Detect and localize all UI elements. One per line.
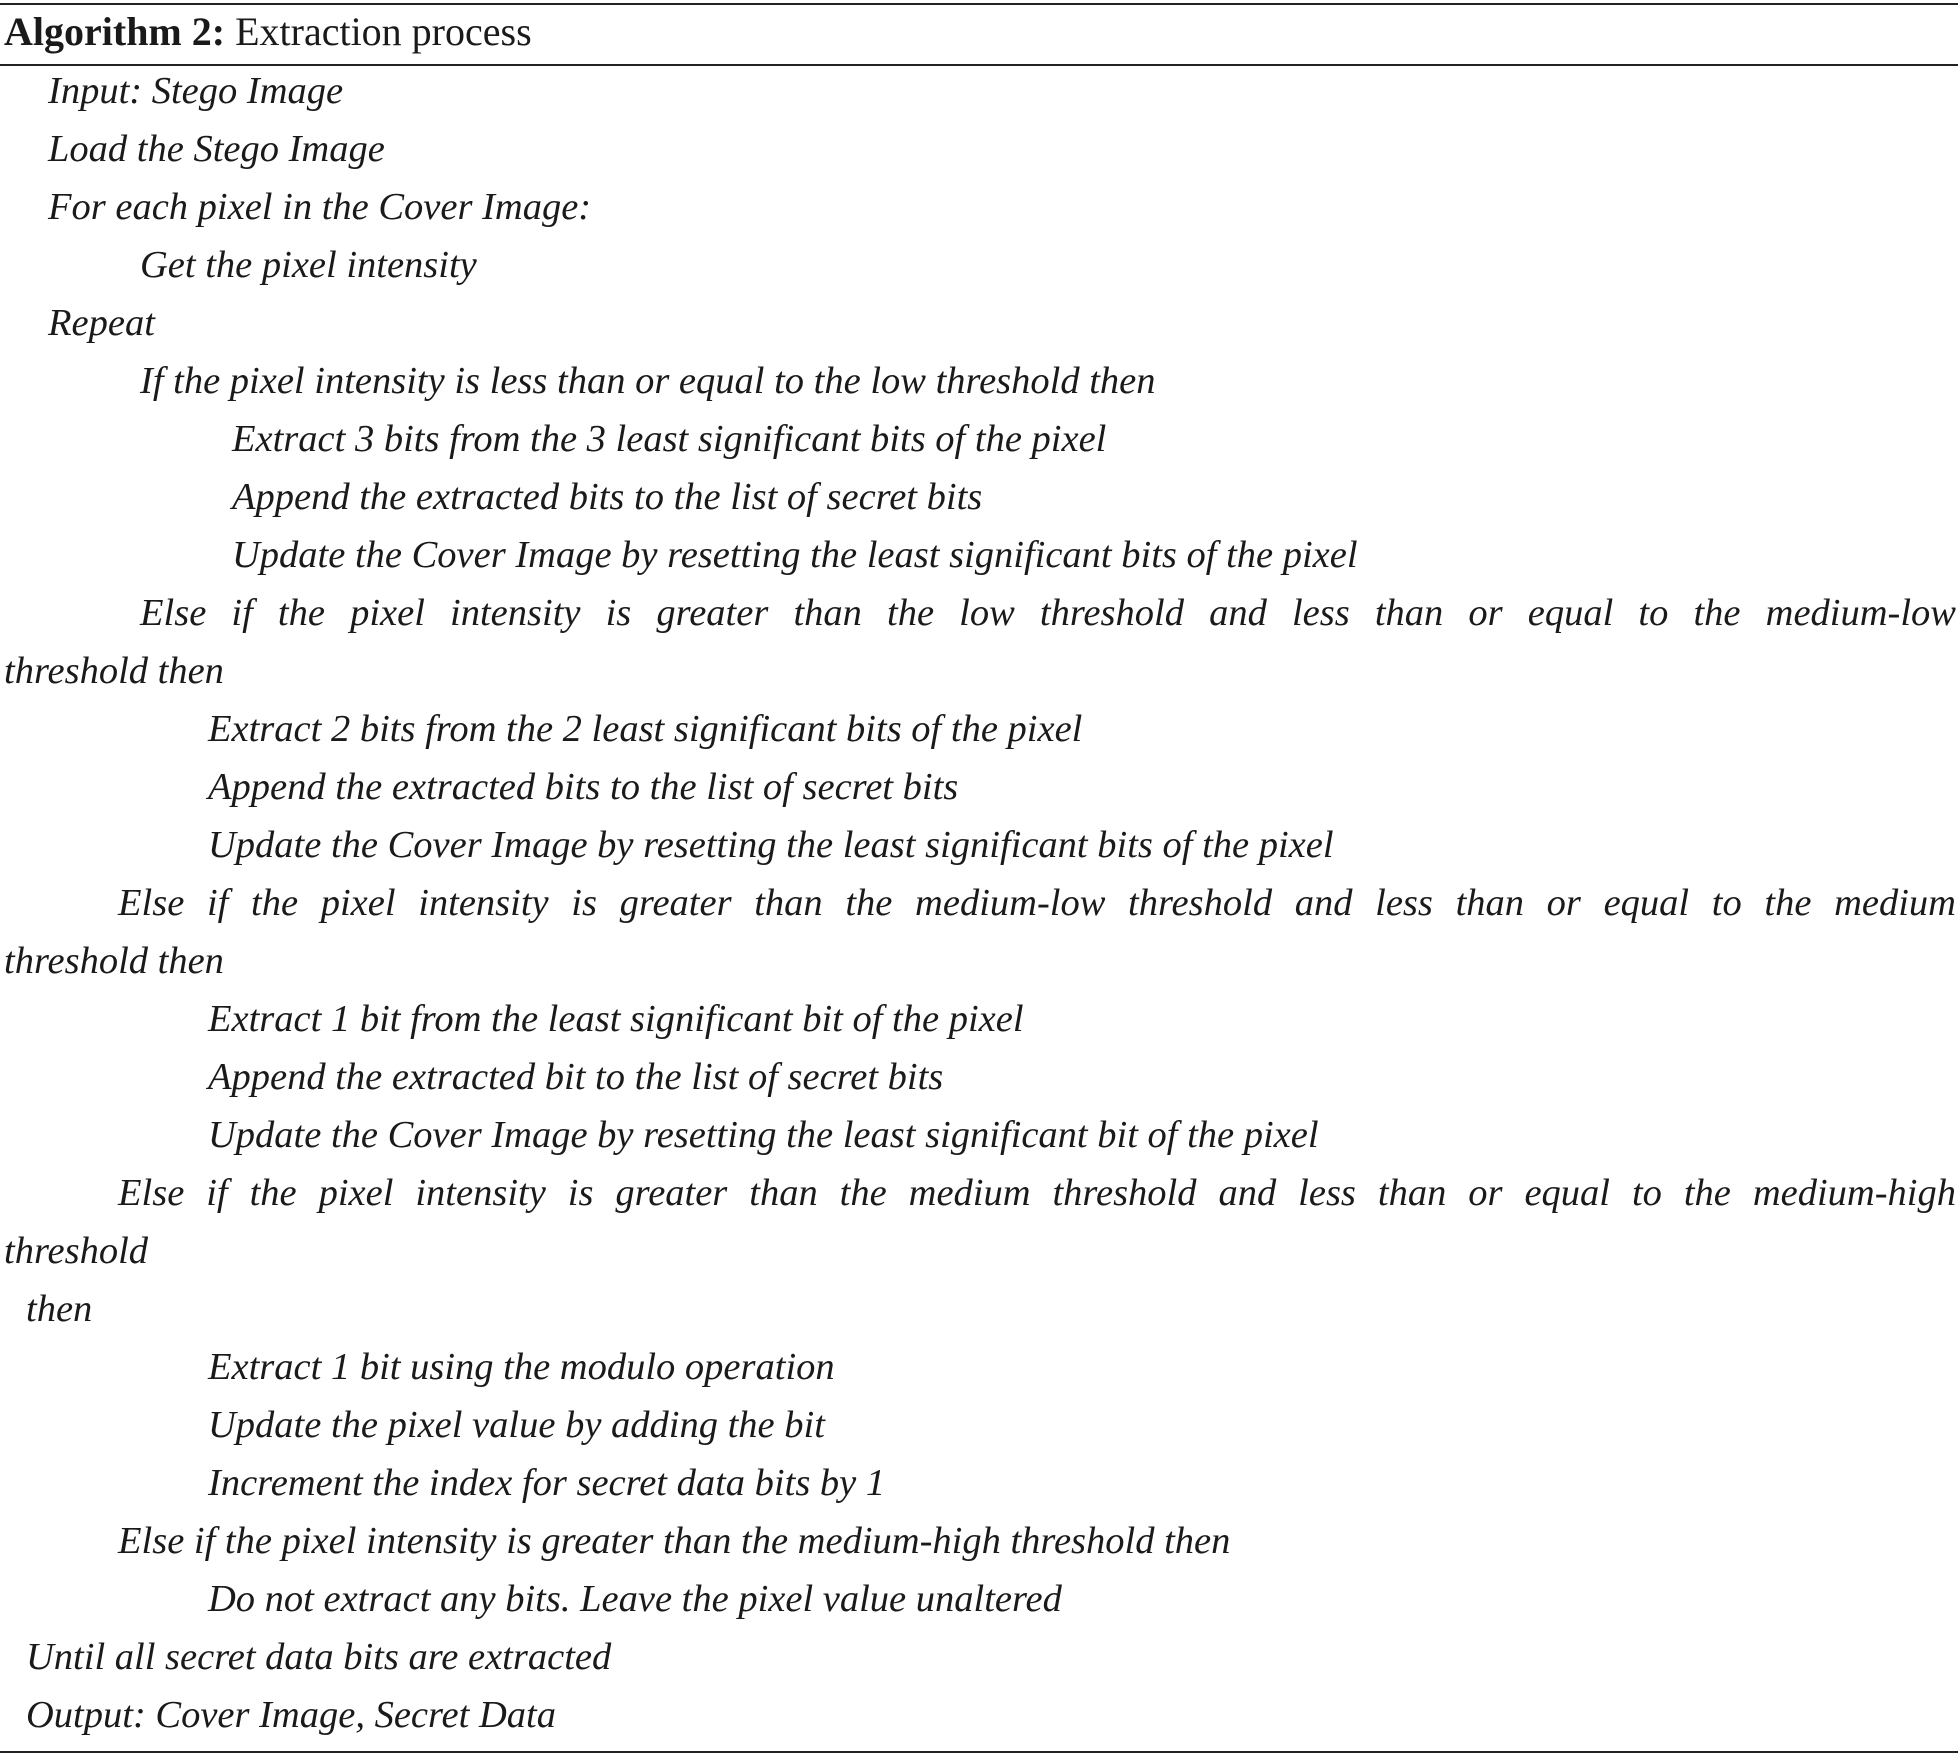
algorithm-line-update-1: Update the Cover Image by resetting the least significant bits of the pixel (232, 534, 1358, 576)
algorithm-line-if-low: If the pixel intensity is less than or equal to the low threshold then (140, 360, 1156, 402)
algorithm-line-for-each: For each pixel in the Cover Image: (48, 186, 592, 228)
algorithm-title: Extraction process (235, 9, 532, 54)
algorithm-line-no-extract: Do not extract any bits. Leave the pixel value unaltered (208, 1578, 1062, 1620)
algorithm-line-then: then (26, 1288, 93, 1330)
algorithm-line-threshold: threshold (4, 1230, 149, 1272)
algorithm-line-output: Output: Cover Image, Secret Data (26, 1694, 556, 1736)
algorithm-line-load: Load the Stego Image (48, 128, 385, 170)
algorithm-line-until: Until all secret data bits are extracted (26, 1636, 612, 1678)
algorithm-line-append-bit: Append the extracted bit to the list of secret bits (208, 1056, 944, 1098)
algorithm-line-update-pixel-value: Update the pixel value by adding the bit (208, 1404, 825, 1446)
algorithm-line-elseif-medium: Else if the pixel intensity is greater than the medium-low threshold and less than or equal to the medium (118, 882, 1956, 924)
algorithm-line-increment-index: Increment the index for secret data bits by 1 (208, 1462, 886, 1504)
algorithm-line-update-2: Update the Cover Image by resetting the least significant bits of the pixel (208, 824, 1334, 866)
algorithm-line-input: Input: Stego Image (48, 70, 344, 112)
algorithm-line-elseif-medium-high: Else if the pixel intensity is greater than the medium threshold and less than or equal to the medium-high (118, 1172, 1956, 1214)
algorithm-line-append-bits-2: Append the extracted bits to the list of secret bits (208, 766, 959, 808)
algorithm-line-update-3: Update the Cover Image by resetting the least significant bit of the pixel (208, 1114, 1319, 1156)
algorithm-line-extract-3: Extract 3 bits from the 3 least significant bits of the pixel (232, 418, 1107, 460)
algorithm-line-extract-modulo: Extract 1 bit using the modulo operation (208, 1346, 835, 1388)
algorithm-line-repeat: Repeat (48, 302, 155, 344)
algorithm-line-threshold-then-2: threshold then (4, 940, 224, 982)
algorithm-line-append-bits-1: Append the extracted bits to the list of secret bits (232, 476, 983, 518)
top-rule (0, 3, 1958, 5)
algorithm-line-extract-1-lsb: Extract 1 bit from the least significant bit of the pixel (208, 998, 1024, 1040)
algorithm-line-elseif-medium-low: Else if the pixel intensity is greater than the low threshold and less than or equal to the medium-low (140, 592, 1956, 634)
algorithm-line-elseif-high: Else if the pixel intensity is greater than the medium-high threshold then (118, 1520, 1231, 1562)
algorithm-header (4, 6, 532, 58)
bottom-rule (0, 1751, 1958, 1753)
algorithm-line-extract-2: Extract 2 bits from the 2 least significant bits of the pixel (208, 708, 1083, 750)
algorithm-line-threshold-then-1: threshold then (4, 650, 224, 692)
algorithm-number-label: Algorithm 2: (4, 9, 226, 54)
algorithm-line-get-intensity: Get the pixel intensity (140, 244, 477, 286)
